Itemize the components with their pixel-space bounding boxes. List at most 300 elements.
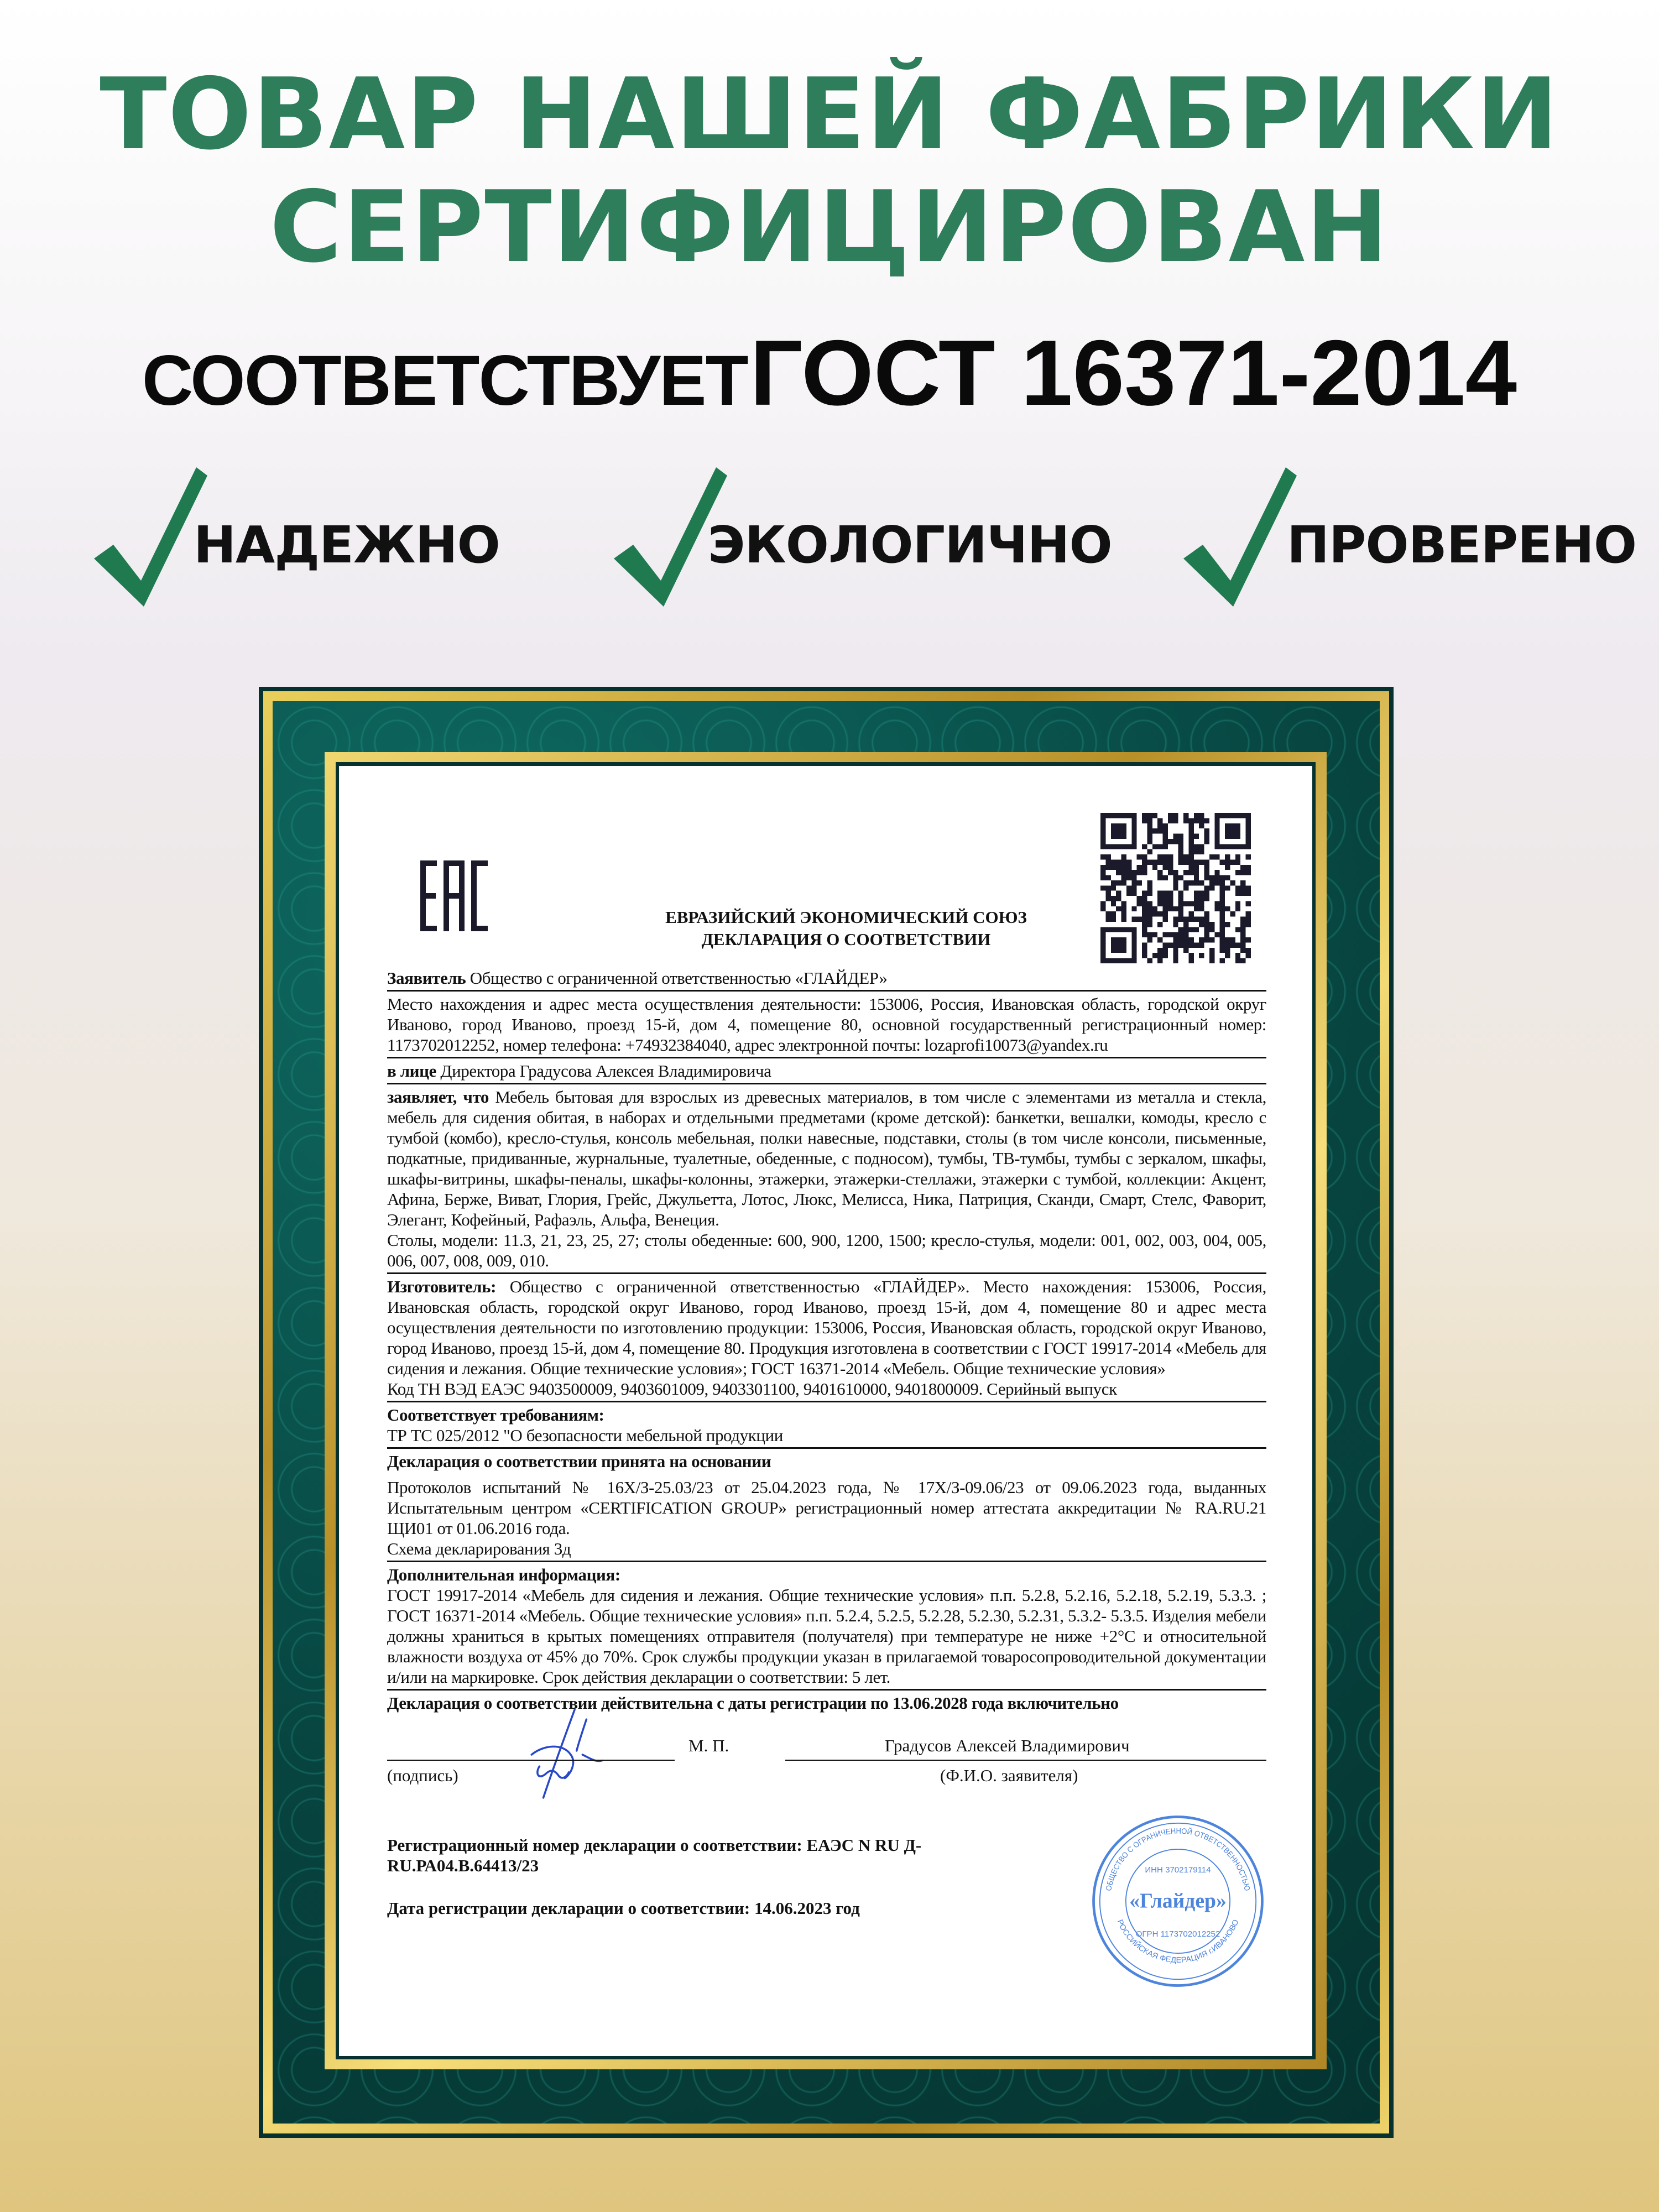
qr-module — [1100, 875, 1105, 880]
qr-module — [1111, 880, 1116, 885]
divider — [387, 990, 1266, 992]
qr-module — [1240, 927, 1245, 932]
qr-module — [1209, 958, 1214, 963]
in-person-value: Директора Градусова Алексея Владимировича — [436, 1061, 771, 1081]
qr-module — [1147, 818, 1152, 823]
qr-module — [1225, 859, 1230, 864]
qr-module — [1199, 942, 1204, 947]
qr-module — [1246, 953, 1251, 958]
qr-module — [1163, 917, 1168, 922]
qr-module — [1173, 922, 1178, 927]
qr-module — [1100, 854, 1105, 859]
qr-module — [1240, 865, 1245, 870]
qr-module — [1246, 870, 1251, 875]
qr-module — [1235, 953, 1240, 958]
qr-module — [1100, 906, 1105, 911]
qr-module — [1105, 891, 1110, 896]
qr-module — [1152, 906, 1157, 911]
qr-module — [1105, 865, 1110, 870]
qr-module — [1240, 937, 1245, 942]
qr-module — [1157, 911, 1162, 916]
qr-module — [1147, 859, 1152, 864]
qr-module — [1168, 854, 1173, 859]
qr-module — [1142, 896, 1147, 901]
qr-module — [1240, 891, 1245, 896]
svg-text:РОССИЙСКАЯ ФЕДЕРАЦИЯ г.ИВАНОВО — [1115, 1918, 1240, 1964]
qr-module — [1199, 823, 1204, 828]
qr-module — [1194, 906, 1199, 911]
qr-module — [1240, 948, 1245, 953]
qr-module — [1204, 859, 1209, 864]
qr-module — [1235, 906, 1240, 911]
qr-module — [1137, 896, 1142, 901]
qr-module — [1246, 885, 1251, 890]
qr-module — [1157, 828, 1162, 833]
product-models: Столы, модели: 11.3, 21, 23, 25, 27; столы обеденные: 600, 900, 1200, 1500; кресло-стулья, модели: 001, 002, 003, 004, 005, 006, 007, 008, 009, 010. — [387, 1230, 1266, 1270]
qr-module — [1240, 880, 1245, 885]
qr-module — [1240, 870, 1245, 875]
qr-module — [1147, 932, 1152, 937]
qr-module — [1240, 917, 1245, 922]
qr-module — [1188, 865, 1193, 870]
qr-module — [1204, 911, 1209, 916]
qr-module — [1173, 885, 1178, 890]
qr-module — [1230, 937, 1235, 942]
qr-module — [1199, 849, 1204, 854]
qr-module — [1142, 953, 1147, 958]
qr-module — [1100, 865, 1105, 870]
qr-module — [1220, 901, 1225, 906]
qr-module — [1157, 854, 1162, 859]
qr-module — [1204, 937, 1209, 942]
qr-module — [1147, 906, 1152, 911]
declares-value: Мебель бытовая для взрослых из древесных материалов, в том числе с элементами из металла и стекла, мебель для сидения обитая, в наборах и отдельными предметами (кроме детской): банкетки, вешалки, комоды, кресло с тумбой (комбо), кресло-стулья, консоль мебельная, полки навесные, подставки, столы (в том числе консоли, письменные, подкатные, придиванные, журнальные, туалетные, обеденные, с подносом), тумбы, ТВ-тумбы, тумбы с зеркалом, шкафы, шкафы-витрины, шкафы-пеналы, шкафы-колонны, этажерки, этажерки-стеллажи, этажерки с тумбой, коллекции: Акцент, Афина, Берже, Виват, Глория, Грейс, Джульетта, Лотос, Люкс, Мелисса, Ника, Патриция, Сканди, Смарт, Стелс, Фаворит, Элегант, Кофейный, Рафаэль, Альфа, Венеция. — [387, 1087, 1266, 1229]
qr-module — [1163, 942, 1168, 947]
qr-module — [1168, 818, 1173, 823]
qr-module — [1137, 865, 1142, 870]
qr-module — [1199, 844, 1204, 849]
qr-module — [1199, 880, 1204, 885]
additional-info: ГОСТ 19917-2014 «Мебель для сидения и лежания. Общие технические условия» п.п. 5.2.8, 5.2.16, 5.2.18, 5.2.19, 5.3.3. ; ГОСТ 16371-2014 «Мебель. Общие технические условия» п.п. 5.2.4, 5.2.5, 5.2.28, 5.2.30, 5.2.31, 5.3.2- 5.3.5. Изделия мебели должны храниться в крытых помещениях отправителя (получателя) при температуре не ниже +2°С и относительной влажности воздуха от 45% до 70%. Срок службы продукции указан в прилагаемой товаросопроводительной документации и/или на маркировке. Срок действия декларации о соответствии: 5 лет. — [387, 1585, 1266, 1687]
qr-module — [1246, 911, 1251, 916]
qr-module — [1225, 875, 1230, 880]
qr-module — [1214, 932, 1219, 937]
qr-module — [1225, 937, 1230, 942]
qr-module — [1225, 854, 1230, 859]
qr-module — [1178, 844, 1183, 849]
qr-module — [1131, 917, 1136, 922]
applicant-label: Заявитель — [387, 968, 466, 988]
qr-module — [1209, 885, 1214, 890]
qr-module — [1121, 865, 1126, 870]
registration-date: Дата регистрации декларации о соответствии: 14.06.2023 год — [387, 1898, 860, 1918]
qr-module — [1178, 917, 1183, 922]
qr-module — [1204, 927, 1209, 932]
qr-module — [1235, 927, 1240, 932]
compliance-prefix: СООТВЕТСТВУЕТ — [142, 341, 748, 420]
qr-module — [1157, 953, 1162, 958]
compliance-standard: ГОСТ 16371-2014 — [750, 321, 1517, 425]
qr-module — [1157, 937, 1162, 942]
qr-module — [1173, 818, 1178, 823]
qr-module — [1225, 865, 1230, 870]
qr-finder — [1111, 823, 1126, 839]
qr-module — [1199, 917, 1204, 922]
qr-module — [1168, 896, 1173, 901]
qr-module — [1147, 958, 1152, 963]
qr-module — [1100, 870, 1105, 875]
qr-module — [1204, 865, 1209, 870]
qr-module — [1157, 922, 1162, 927]
qr-module — [1178, 927, 1183, 932]
qr-module — [1121, 917, 1126, 922]
qr-module — [1204, 896, 1209, 901]
qr-module — [1147, 849, 1152, 854]
qr-module — [1246, 917, 1251, 922]
qr-module — [1199, 922, 1204, 927]
qr-module — [1116, 880, 1121, 885]
qr-module — [1142, 813, 1147, 818]
qr-module — [1147, 823, 1152, 828]
feature-verified: ПРОВЕРЕНО — [1287, 515, 1637, 575]
qr-module — [1111, 901, 1116, 906]
qr-module — [1220, 875, 1225, 880]
qr-module — [1194, 942, 1199, 947]
qr-module — [1178, 839, 1183, 844]
qr-module — [1142, 870, 1147, 875]
qr-module — [1178, 906, 1183, 911]
qr-module — [1163, 823, 1168, 828]
qr-module — [1152, 865, 1157, 870]
qr-module — [1246, 865, 1251, 870]
qr-module — [1214, 854, 1219, 859]
basis-value: Протоколов испытаний № 16Х/З-25.03/23 от 25.04.2023 года, № 17Х/З-09.06/23 от 09.06.2023 года, выданных Испытательным центром «CERTIFICATION GROUP» регистрационный номер аттестата аккредитации № RA.RU.21 ЩИ01 от 01.06.2016 года. — [387, 1478, 1266, 1538]
qr-module — [1220, 937, 1225, 942]
divider — [387, 1561, 1266, 1562]
qr-module — [1246, 901, 1251, 906]
qr-module — [1142, 917, 1147, 922]
feature-eco: ЭКОЛОГИЧНО — [708, 515, 1112, 575]
qr-module — [1188, 901, 1193, 906]
qr-module — [1230, 859, 1235, 864]
qr-module — [1178, 911, 1183, 916]
qr-module — [1173, 906, 1178, 911]
qr-module — [1111, 911, 1116, 916]
qr-module — [1204, 932, 1209, 937]
qr-module — [1163, 865, 1168, 870]
qr-module — [1199, 818, 1204, 823]
qr-module — [1126, 865, 1131, 870]
qr-module — [1137, 901, 1142, 906]
qr-module — [1126, 891, 1131, 896]
product-description — [387, 1087, 1266, 1230]
qr-module — [1163, 891, 1168, 896]
qr-module — [1188, 870, 1193, 875]
qr-module — [1199, 901, 1204, 906]
complies-heading: Соответствует требованиям: — [387, 1405, 604, 1425]
manufacturer-value: Общество с ограниченной ответственностью «ГЛАЙДЕР». Место нахождения: 153006, Россия, Ивановская область, городской округ Иваново, город Иваново, проезд 15-й, дом 4, помещение 80 и адрес места осуществления деятельности по изготовлению продукции: 153006, Россия, Ивановская область, городской округ Иваново, город Иваново, проезд 15-й, дом 4, помещение 80. Продукция изготовлена в соответствии с ГОСТ 19917-2014 «Мебель для сидения и лежания. Общие технические условия»; ГОСТ 16371-2014 «Мебель. Общие технические условия» — [387, 1277, 1266, 1378]
seal-inn: ИНН 3702179114 — [1145, 1865, 1211, 1875]
qr-module — [1194, 880, 1199, 885]
qr-module — [1220, 958, 1225, 963]
qr-module — [1173, 839, 1178, 844]
qr-module — [1142, 906, 1147, 911]
qr-module — [1173, 875, 1178, 880]
declaration-scheme: Схема декларирования 3д — [387, 1539, 571, 1558]
manufacturer-info — [387, 1276, 1266, 1379]
qr-module — [1157, 891, 1162, 896]
qr-module — [1194, 875, 1199, 880]
qr-module — [1157, 958, 1162, 963]
qr-module — [1163, 948, 1168, 953]
qr-module — [1121, 870, 1126, 875]
qr-module — [1147, 911, 1152, 916]
stamp-place-label: М. П. — [688, 1736, 729, 1755]
qr-module — [1157, 901, 1162, 906]
qr-module — [1121, 901, 1126, 906]
qr-module — [1142, 911, 1147, 916]
qr-module — [1147, 813, 1152, 818]
qr-module — [1131, 891, 1136, 896]
registration-number: Регистрационный номер декларации о соответствии: ЕАЭС N RU Д-RU.РА04.В.64413/23 — [387, 1835, 922, 1875]
qr-module — [1183, 917, 1188, 922]
basis-heading: Декларация о соответствии принята на основании — [387, 1452, 771, 1471]
qr-module — [1220, 922, 1225, 927]
qr-module — [1121, 854, 1126, 859]
declaration-document — [387, 968, 1266, 1990]
qr-module — [1246, 937, 1251, 942]
qr-module — [1235, 870, 1240, 875]
qr-module — [1240, 922, 1245, 927]
qr-module — [1147, 885, 1152, 890]
qr-module — [1163, 859, 1168, 864]
qr-module — [1230, 880, 1235, 885]
qr-module — [1220, 906, 1225, 911]
qr-module — [1137, 870, 1142, 875]
qr-module — [1168, 813, 1173, 818]
applicant-line — [387, 968, 1266, 988]
qr-module — [1204, 828, 1209, 833]
qr-module — [1173, 948, 1178, 953]
tn-ved-code: Код ТН ВЭД ЕАЭС 9403500009, 9403601009, 9403301100, 9401610000, 9401800009. Серийный выпуск — [387, 1379, 1117, 1399]
qr-module — [1168, 932, 1173, 937]
qr-module — [1235, 859, 1240, 864]
qr-module — [1173, 958, 1178, 963]
qr-module — [1173, 937, 1178, 942]
qr-module — [1183, 859, 1188, 864]
qr-module — [1220, 942, 1225, 947]
qr-module — [1137, 880, 1142, 885]
qr-module — [1188, 844, 1193, 849]
eac-logo — [420, 860, 488, 931]
qr-module — [1168, 859, 1173, 864]
qr-module — [1204, 917, 1209, 922]
qr-module — [1225, 948, 1230, 953]
qr-module — [1178, 859, 1183, 864]
qr-module — [1188, 911, 1193, 916]
qr-module — [1137, 917, 1142, 922]
qr-module — [1163, 875, 1168, 880]
signature-block — [387, 1735, 1266, 1807]
checkmark-icon — [1178, 462, 1300, 611]
qr-module — [1188, 917, 1193, 922]
qr-module — [1126, 875, 1131, 880]
qr-module — [1163, 834, 1168, 839]
qr-module — [1235, 958, 1240, 963]
qr-module — [1116, 865, 1121, 870]
name-line — [785, 1760, 1266, 1761]
qr-module — [1168, 906, 1173, 911]
qr-module — [1131, 880, 1136, 885]
qr-module — [1142, 922, 1147, 927]
qr-module — [1168, 839, 1173, 844]
qr-module — [1121, 911, 1126, 916]
qr-module — [1188, 859, 1193, 864]
qr-module — [1235, 885, 1240, 890]
qr-module — [1188, 942, 1193, 947]
company-seal — [1089, 1813, 1266, 1990]
qr-module — [1240, 932, 1245, 937]
qr-module — [1142, 932, 1147, 937]
qr-module — [1147, 891, 1152, 896]
qr-module — [1131, 875, 1136, 880]
qr-module — [1188, 953, 1193, 958]
qr-module — [1209, 875, 1214, 880]
qr-module — [1178, 896, 1183, 901]
seal-ring-bottom: РОССИЙСКАЯ ФЕДЕРАЦИЯ г.ИВАНОВО — [1115, 1918, 1240, 1964]
divider — [387, 1272, 1266, 1274]
qr-module — [1157, 948, 1162, 953]
qr-module — [1209, 927, 1214, 932]
qr-module — [1173, 870, 1178, 875]
qr-module — [1126, 870, 1131, 875]
divider — [387, 1401, 1266, 1402]
qr-module — [1168, 901, 1173, 906]
in-person-label: в лице — [387, 1061, 436, 1081]
qr-module — [1163, 839, 1168, 844]
qr-module — [1105, 854, 1110, 859]
qr-module — [1204, 875, 1209, 880]
qr-module — [1152, 911, 1157, 916]
qr-finder — [1111, 937, 1126, 953]
qr-module — [1147, 922, 1152, 927]
qr-module — [1188, 880, 1193, 885]
qr-module — [1183, 880, 1188, 885]
qr-module — [1204, 885, 1209, 890]
qr-module — [1183, 942, 1188, 947]
qr-module — [1105, 911, 1110, 916]
qr-module — [1173, 932, 1178, 937]
qr-module — [1194, 818, 1199, 823]
qr-module — [1157, 844, 1162, 849]
qr-module — [1220, 948, 1225, 953]
qr-finder — [1225, 823, 1240, 839]
qr-module — [1220, 896, 1225, 901]
applicant-address: Место нахождения и адрес места осуществления деятельности: 153006, Россия, Ивановская область, городской округ Иваново, город Иваново, проезд 15-й, дом 4, помещение 80, основной государственный регистрационный номер: 1173702012252, номер телефона: +74932384040, адрес электронной почты: lozaprofi10073@yandex.ru — [387, 994, 1266, 1055]
signer-name: Градусов Алексей Владимирович — [885, 1736, 1130, 1755]
qr-module — [1178, 891, 1183, 896]
qr-module — [1246, 948, 1251, 953]
qr-module — [1183, 927, 1188, 932]
qr-module — [1131, 906, 1136, 911]
qr-module — [1163, 932, 1168, 937]
qr-module — [1163, 901, 1168, 906]
qr-module — [1235, 854, 1240, 859]
qr-module — [1220, 859, 1225, 864]
qr-module — [1240, 885, 1245, 890]
qr-module — [1220, 911, 1225, 916]
qr-code[interactable] — [1100, 813, 1251, 963]
qr-module — [1157, 875, 1162, 880]
qr-module — [1209, 948, 1214, 953]
qr-module — [1183, 818, 1188, 823]
qr-module — [1105, 917, 1110, 922]
qr-module — [1188, 937, 1193, 942]
seal-center: «Глайдер» — [1129, 1889, 1227, 1913]
divider — [387, 1057, 1266, 1058]
qr-module — [1163, 854, 1168, 859]
qr-module — [1194, 870, 1199, 875]
qr-module — [1152, 813, 1157, 818]
qr-module — [1142, 927, 1147, 932]
qr-module — [1142, 942, 1147, 947]
qr-module — [1163, 953, 1168, 958]
qr-module — [1131, 885, 1136, 890]
qr-module — [1105, 885, 1110, 890]
qr-module — [1163, 911, 1168, 916]
qr-module — [1246, 922, 1251, 927]
qr-module — [1111, 896, 1116, 901]
qr-module — [1137, 854, 1142, 859]
qr-module — [1111, 917, 1116, 922]
qr-module — [1194, 917, 1199, 922]
qr-module — [1214, 901, 1219, 906]
qr-module — [1126, 885, 1131, 890]
qr-module — [1183, 813, 1188, 818]
qr-module — [1220, 927, 1225, 932]
qr-module — [1204, 891, 1209, 896]
qr-module — [1220, 917, 1225, 922]
qr-module — [1246, 891, 1251, 896]
qr-module — [1116, 891, 1121, 896]
complies-value: ТР ТС 025/2012 "О безопасности мебельной продукции — [387, 1426, 783, 1445]
qr-module — [1173, 834, 1178, 839]
qr-module — [1188, 839, 1193, 844]
qr-module — [1246, 854, 1251, 859]
qr-module — [1183, 937, 1188, 942]
qr-module — [1188, 927, 1193, 932]
qr-module — [1230, 942, 1235, 947]
qr-module — [1194, 901, 1199, 906]
qr-module — [1152, 932, 1157, 937]
qr-module — [1204, 922, 1209, 927]
seal-ogrn: ОГРН 1173702012252 — [1135, 1929, 1220, 1939]
qr-module — [1220, 891, 1225, 896]
in-person-line — [387, 1061, 1266, 1081]
qr-module — [1116, 906, 1121, 911]
qr-module — [1152, 828, 1157, 833]
qr-module — [1142, 901, 1147, 906]
qr-module — [1147, 839, 1152, 844]
qr-module — [1142, 865, 1147, 870]
qr-module — [1163, 906, 1168, 911]
qr-module — [1105, 859, 1110, 864]
name-caption: (Ф.И.О. заявителя) — [940, 1766, 1078, 1785]
qr-module — [1183, 932, 1188, 937]
qr-module — [1188, 849, 1193, 854]
qr-module — [1173, 917, 1178, 922]
qr-module — [1111, 865, 1116, 870]
